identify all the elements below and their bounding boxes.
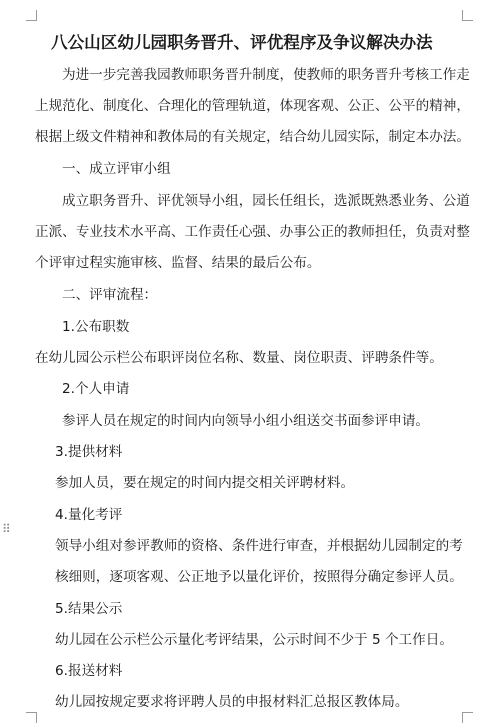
step-heading: 6.报送材料	[55, 663, 123, 679]
step-heading: 3.提供材料	[55, 444, 123, 460]
paragraph-line: 在幼儿园公示栏公布职评岗位名称、数量、岗位职责、评聘条件等。	[35, 350, 443, 366]
paragraph-line: 参加人员，要在规定的时间内提交相关评聘材料。	[55, 475, 355, 491]
paragraph-line: 为进一步完善我园教师职务晋升制度，使教师的职务晋升考核工作走	[62, 67, 470, 83]
paragraph-line: 参评人员在规定的时间内向领导小组小组送交书面参评申请。	[62, 413, 430, 429]
step-heading: 2.个人申请	[62, 381, 130, 397]
section-heading: 二、评审流程：	[62, 287, 158, 303]
step-heading: 1.公布职数	[62, 319, 130, 335]
paragraph-line: 根据上级文件精神和教体局的有关规定，结合幼儿园实际，制定本办法。	[35, 129, 470, 145]
crop-mark-top-right	[462, 10, 473, 21]
crop-mark-top-left	[26, 10, 37, 21]
step-heading: 4.量化考评	[55, 507, 123, 523]
paragraph-line: 领导小组对参评教师的资格、条件进行审查，并根据幼儿园制定的考	[55, 538, 463, 554]
section-heading: 一、成立评审小组	[62, 161, 171, 177]
crop-mark-bottom-right	[462, 712, 473, 723]
paragraph-line: 上规范化、制度化、合理化的管理轨道，体现客观、公正、公平的精神，	[35, 98, 470, 114]
paragraph-line: 正派、专业技术水平高、工作责任心强、办事公正的教师担任，负责对整	[35, 224, 470, 240]
paragraph-line: 幼儿园在公示栏公示量化考评结果，公示时间不少于 5 个工作日。	[55, 632, 453, 648]
paragraph-line: 个评审过程实施审核、监督、结果的最后公布。	[35, 255, 321, 271]
paragraph-line: 成立职务晋升、评优领导小组，园长任组长，选派既熟悉业务、公道	[62, 193, 470, 209]
paragraph-line: 幼儿园按规定要求将评聘人员的申报材料汇总报区教体局。	[55, 694, 409, 710]
drag-handle-icon[interactable]: ⠿	[2, 522, 10, 536]
document-title: 八公山区幼儿园职务晋升、评优程序及争议解决办法	[51, 32, 433, 52]
paragraph-line: 核细则，逐项客观、公正地予以量化评价，按照得分确定参评人员。	[55, 569, 463, 585]
crop-mark-bottom-left	[26, 712, 37, 723]
step-heading: 5.结果公示	[55, 601, 123, 617]
